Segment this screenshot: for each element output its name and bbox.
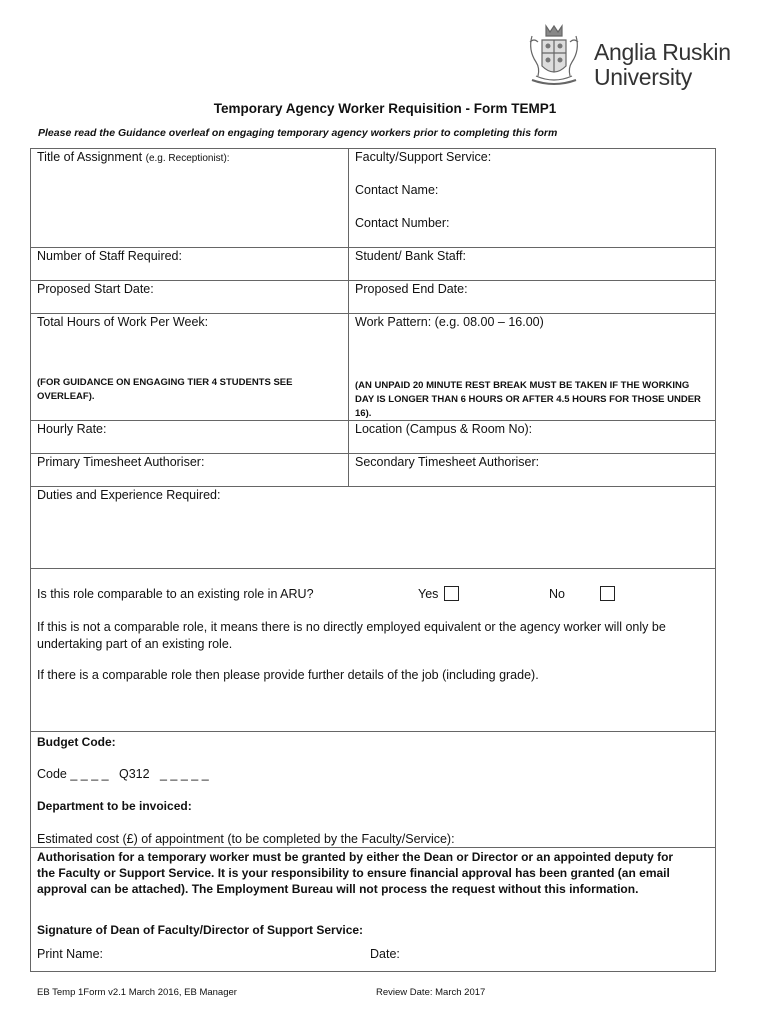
contact-number-field[interactable]: Contact Number: [355,216,450,230]
comparable-details-field[interactable]: If there is a comparable role then please provide further details of the job (including grade). [37,668,539,682]
location-field[interactable]: Location (Campus & Room No): [355,422,533,436]
proposed-end-date-field[interactable]: Proposed End Date: [355,282,468,296]
footer-version: EB Temp 1Form v2.1 March 2016, EB Manager [37,987,237,998]
page-title: Temporary Agency Worker Requisition - Form TEMP1 [213,101,557,116]
no-checkbox[interactable] [600,586,615,601]
tier4-guidance-note: (FOR GUIDANCE ON ENGAGING TIER 4 STUDENTS SEE OVERLEAF). [37,377,293,402]
rest-break-note: (AN UNPAID 20 MINUTE REST BREAK MUST BE TAKEN IF THE WORKING DAY IS LONGER THAN 6 HOURS OR AFTER 4.5 HOURS FOR THOSE UNDER 16). [355,380,701,419]
logo-name-line2: University [594,64,692,90]
crest-icon [524,22,584,92]
instruction-text: Please read the Guidance overleaf on engaging temporary agency workers prior to completing this form [38,127,558,139]
work-pattern-field[interactable]: Work Pattern: (e.g. 08.00 – 16.00) [355,315,544,329]
no-label: No [549,587,565,601]
code-field[interactable]: Code _ _ _ _ Q312 _ _ _ _ _ [37,767,209,781]
university-crest-logo [524,22,584,92]
footer-review-date: Review Date: March 2017 [376,987,486,998]
hourly-rate-field[interactable]: Hourly Rate: [37,422,107,436]
not-comparable-explanation: If this is not a comparable role, it means there is no directly employed equivalent or the agency worker will only be undertaking part of an existing role. [37,620,666,651]
duties-experience-field[interactable]: Duties and Experience Required: [37,488,221,502]
proposed-start-date-field[interactable]: Proposed Start Date: [37,282,154,296]
yes-label: Yes [418,587,439,601]
comparable-role-question: Is this role comparable to an existing role in ARU? [37,587,314,601]
print-name-field[interactable]: Print Name: [37,947,103,961]
budget-code-heading: Budget Code: [37,735,116,749]
contact-name-field[interactable]: Contact Name: [355,183,439,197]
title-of-assignment-label[interactable]: Title of Assignment (e.g. Receptionist): [37,150,230,164]
number-of-staff-field[interactable]: Number of Staff Required: [37,249,182,263]
faculty-service-field[interactable]: Faculty/Support Service: [355,150,492,164]
logo-name-line1: Anglia Ruskin [594,39,731,65]
student-bank-staff-field[interactable]: Student/ Bank Staff: [355,249,466,263]
estimated-cost-field[interactable]: Estimated cost (£) of appointment (to be completed by the Faculty/Service): [37,832,455,846]
signature-field[interactable]: Signature of Dean of Faculty/Director of Support Service: [37,923,364,937]
authorisation-notice: Authorisation for a temporary worker must be granted by either the Dean or Director or an appointed deputy for the Faculty or Support Service. It is your responsibility to ensure financial approval has been granted (an email approval can be attached). The Employment Bureau will not process the request without this information. [37,850,674,896]
total-hours-field[interactable]: Total Hours of Work Per Week: [37,315,209,329]
date-field[interactable]: Date: [370,947,400,961]
primary-authoriser-field[interactable]: Primary Timesheet Authoriser: [37,455,205,469]
department-invoiced-field[interactable]: Department to be invoiced: [37,799,192,813]
yes-checkbox[interactable] [444,586,459,601]
secondary-authoriser-field[interactable]: Secondary Timesheet Authoriser: [355,455,540,469]
